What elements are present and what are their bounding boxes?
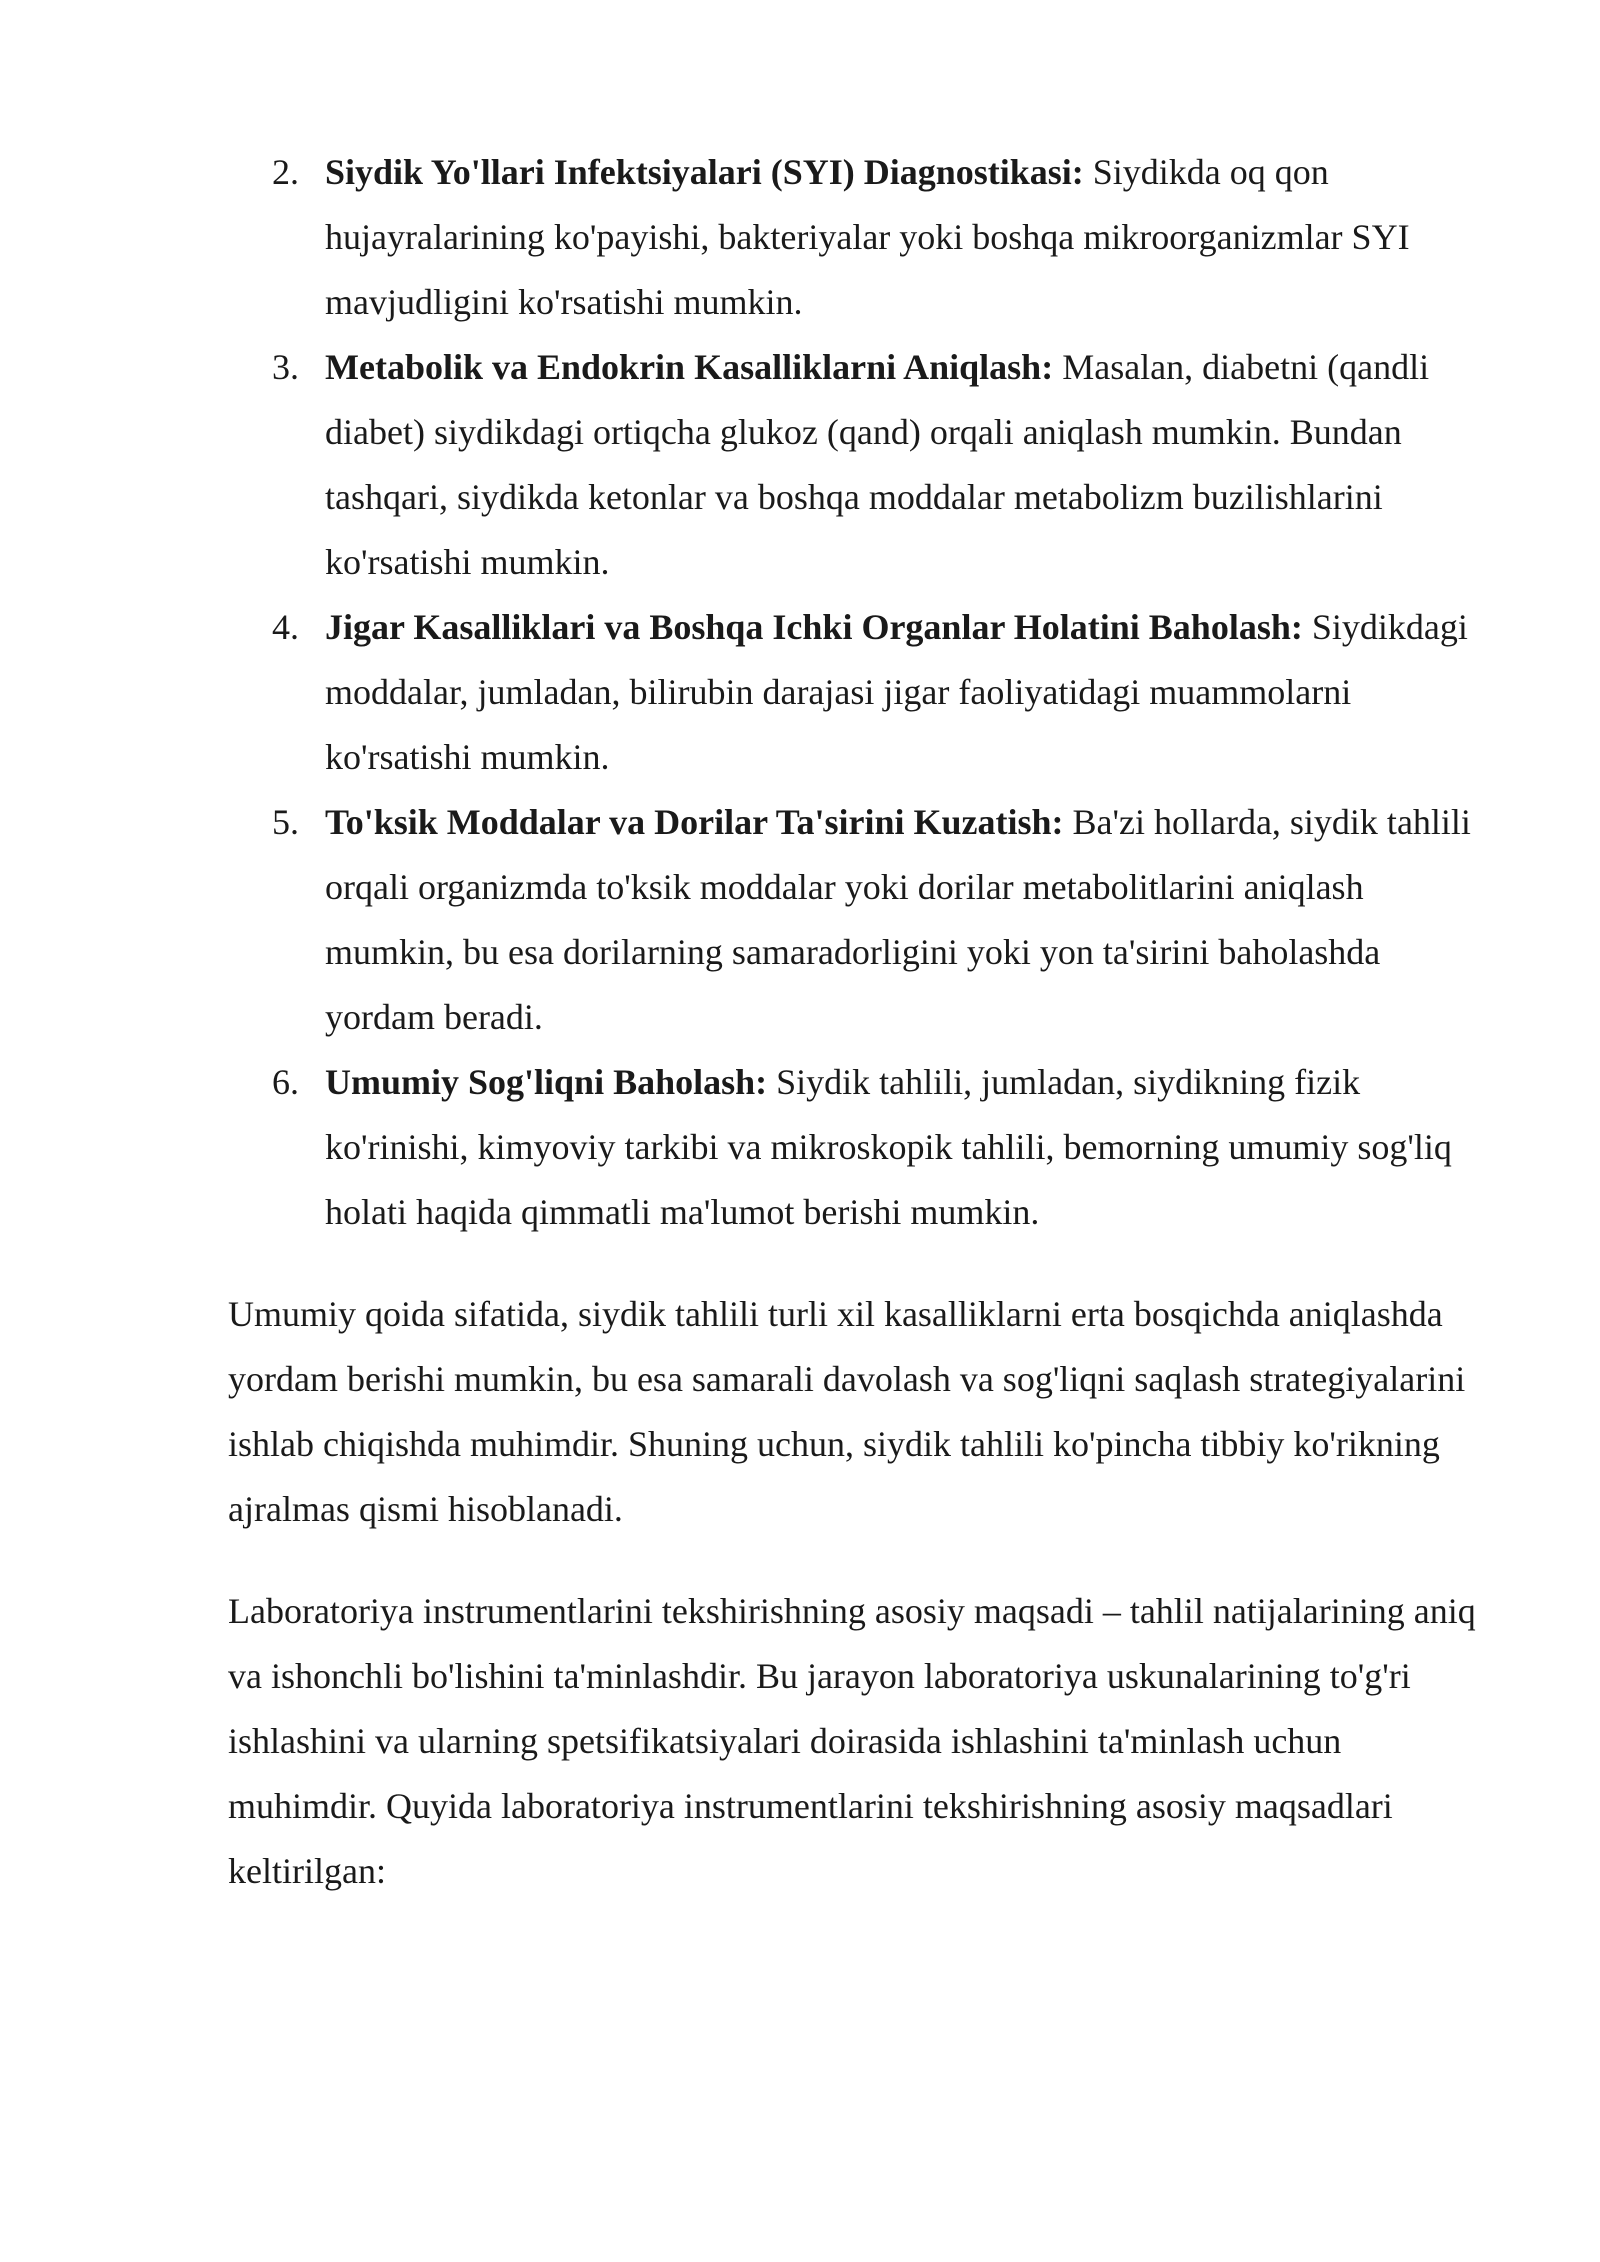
list-item-title: Umumiy Sog'liqni Baholash:	[325, 1062, 768, 1102]
list-item-title: Jigar Kasalliklari va Boshqa Ichki Organlar Holatini Baholash:	[325, 607, 1303, 647]
list-item	[228, 595, 1488, 790]
list-item	[228, 1050, 1488, 1245]
numbered-list	[228, 140, 1488, 1245]
list-item-text: Masalan, diabetni (qandli diabet) siydikdagi ortiqcha glukoz (qand) orqali aniqlash mumkin. Bundan tashqari, siydikda ketonlar va boshqa moddalar metabolizm buzilishlarini ko'rsatishi mumkin.	[325, 347, 1430, 582]
list-item-text: Siydik tahlili, jumladan, siydikning fizik ko'rinishi, kimyoviy tarkibi va mikroskopik tahlili, bemorning umumiy sog'liq holati haqida qimmatli ma'lumot berishi mumkin.	[325, 1062, 1452, 1232]
list-item	[228, 140, 1488, 335]
list-item-title: Metabolik va Endokrin Kasalliklarni Aniqlash:	[325, 347, 1054, 387]
list-item-title: Siydik Yo'llari Infektsiyalari (SYI) Diagnostikasi:	[325, 152, 1084, 192]
document-body	[228, 140, 1488, 1904]
list-item-text: Siydikda oq qon hujayralarining ko'payishi, bakteriyalar yoki boshqa mikroorganizmlar SYI mavjudligini ko'rsatishi mumkin.	[325, 152, 1410, 322]
list-item-number: 4.	[272, 607, 299, 647]
list-item-number: 6.	[272, 1062, 299, 1102]
lab-instruments-paragraph: Laboratoriya instrumentlarini tekshirishning asosiy maqsadi – tahlil natijalarining aniq va ishonchli bo'lishini ta'minlashdir. Bu jarayon laboratoriya uskunalarining to'g'ri ishlashini va ularning spetsifikatsiyalari doirasida ishlashini ta'minlash uchun muhimdir. Quyida laboratoriya instrumentlarini tekshirishning asosiy maqsadlari keltirilgan:	[228, 1591, 1476, 1891]
summary-paragraph: Umumiy qoida sifatida, siydik tahlili turli xil kasalliklarni erta bosqichda aniqlashda yordam berishi mumkin, bu esa samarali davolash va sog'liqni saqlash strategiyalarini ishlab chiqishda muhimdir. Shuning uchun, siydik tahlili ko'pincha tibbiy ko'rikning ajralmas qismi hisoblanadi.	[228, 1294, 1466, 1529]
list-item-text: Ba'zi hollarda, siydik tahlili orqali organizmda to'ksik moddalar yoki dorilar metabolitlarini aniqlash mumkin, bu esa dorilarning samaradorligini yoki yon ta'sirini baholashda yordam beradi.	[325, 802, 1471, 1037]
list-item-text: Siydikdagi moddalar, jumladan, bilirubin darajasi jigar faoliyatidagi muammolarni ko'rsatishi mumkin.	[325, 607, 1468, 777]
list-item-number: 2.	[272, 152, 299, 192]
list-item-title: To'ksik Moddalar va Dorilar Ta'sirini Kuzatish:	[325, 802, 1064, 842]
list-item-number: 5.	[272, 802, 299, 842]
list-item	[228, 790, 1488, 1050]
list-item-number: 3.	[272, 347, 299, 387]
list-item	[228, 335, 1488, 595]
